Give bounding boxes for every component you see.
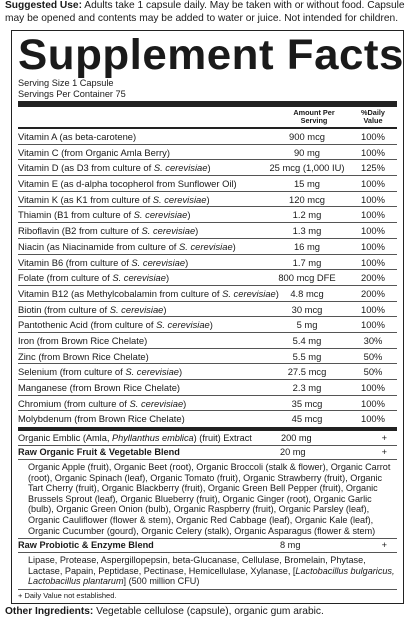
nutrient-amount: 800 mcg DFE (278, 272, 336, 284)
nutrient-dv: 200% (361, 287, 385, 299)
nutrient-amount: 90 mg (293, 146, 321, 158)
nutrient-dv: 100% (361, 413, 385, 425)
nutrient-amount: 45 mcg (291, 413, 323, 425)
nutrient-row (18, 223, 397, 239)
other-ingredients-label: Other Ingredients: (5, 606, 94, 617)
blend-dv: + (381, 540, 387, 551)
nutrient-list (18, 129, 397, 427)
nutrient-dv: 100% (361, 397, 385, 409)
nutrient-row (18, 349, 397, 365)
blend-name: Raw Probiotic & Enzyme Blend (18, 540, 154, 551)
probiotic-blend-ingredients: Lipase, Protease, Aspergillopepsin, beta-Glucanase, Cellulase, Bromelain, Phytase, Lactase, Papain, Peptidase, Pectinase, Hemicellulase, Xylanase, [Lactobacillus bulgaricus, Lactobacillus plantarum] (500 million CFU) (18, 553, 397, 590)
emblic-dv: + (381, 433, 387, 444)
amount-header: Amount Per Serving (293, 108, 335, 125)
nutrient-row (18, 239, 397, 255)
blend-dv: + (381, 447, 387, 458)
nutrient-row (18, 333, 397, 349)
nutrient-row (18, 317, 397, 333)
dv-header: %Daily Value (361, 108, 385, 125)
nutrient-row (18, 411, 397, 427)
nutrient-dv: 100% (361, 146, 385, 158)
other-ingredients (5, 606, 324, 618)
blend-amount: 8 mg (280, 540, 301, 551)
nutrient-name: Molybdenum (from Brown Rice Chelate) (18, 413, 185, 425)
nutrient-amount: 25 mcg (1,000 IU) (269, 162, 345, 174)
footnote: + Daily Value not established. (18, 591, 117, 600)
nutrient-row (18, 286, 397, 302)
probiotic-blend-header (18, 539, 397, 553)
nutrient-name: Iron (from Brown Rice Chelate) (18, 334, 148, 346)
nutrient-name: Vitamin B6 (from culture of S. cerevisiae) (18, 256, 189, 268)
nutrient-name: Selenium (from culture of S. cerevisiae) (18, 366, 183, 378)
nutrient-amount: 1.7 mg (292, 256, 322, 268)
nutrient-dv: 100% (361, 319, 385, 331)
nutrient-amount: 900 mcg (289, 131, 325, 142)
suggested-use-text: Adults take 1 capsule daily. May be taken with or without food. Capsule may be opened and contents may be added to water or juice. Not intended for children. (5, 0, 405, 24)
nutrient-amount: 4.8 mcg (290, 287, 324, 299)
nutrient-name: Vitamin C (from Organic Amla Berry) (18, 146, 170, 158)
emblic-amount: 200 mg (281, 433, 312, 444)
nutrient-name: Folate (from culture of S. cerevisiae) (18, 272, 170, 284)
nutrient-amount: 5.4 mg (292, 334, 322, 346)
nutrient-row (18, 255, 397, 271)
nutrient-name: Manganese (from Brown Rice Chelate) (18, 382, 181, 393)
nutrient-row (18, 270, 397, 286)
nutrient-amount: 5 mg (296, 319, 318, 331)
nutrient-row (18, 129, 397, 145)
nutrient-row (18, 380, 397, 396)
nutrient-name: Biotin (from culture of S. cerevisiae) (18, 303, 167, 315)
nutrient-row (18, 207, 397, 223)
nutrient-dv: 30% (363, 334, 383, 346)
nutrient-dv: 50% (363, 366, 383, 378)
nutrient-name: Niacin (as Niacinamide from culture of S. cerevisiae) (18, 240, 236, 252)
nutrient-dv: 100% (361, 382, 385, 393)
nutrient-amount: 16 mg (293, 240, 321, 252)
supplement-facts-panel (11, 30, 404, 604)
blend-name: Raw Organic Fruit & Vegetable Blend (18, 447, 180, 458)
nutrient-amount: 1.3 mg (292, 225, 322, 237)
nutrient-name: Vitamin B12 (as Methylcobalamin from culture of S. cerevisiae) (18, 287, 279, 299)
blend-amount: 20 mg (280, 447, 306, 458)
column-header (18, 107, 397, 127)
nutrient-dv: 200% (361, 272, 385, 284)
emblic-name: Organic Emblic (Amla, Phyllanthus emblica) (fruit) Extract (18, 433, 252, 444)
suggested-use-label: Suggested Use: (5, 0, 82, 11)
nutrient-amount: 30 mcg (291, 303, 323, 315)
nutrient-row (18, 176, 397, 192)
nutrient-dv: 125% (361, 162, 385, 174)
nutrient-name: Pantothenic Acid (from culture of S. cerevisiae) (18, 319, 213, 331)
nutrient-dv: 100% (361, 178, 385, 190)
fruit-veg-blend-ingredients: Organic Apple (fruit), Organic Beet (root), Organic Broccoli (stalk & flower), Organic Carrot (root), Organic Spinach (leaf), Organic Tomato (fruit), Organic Strawberry (fruit), Organic Tart Cherry (fruit), Organic Blackberry (fruit), Organic Green Bell Pepper (fruit), Organic Brussels Sprout (leaf), Organic Blueberry (fruit), Organic Ginger (root), Organic Garlic (bulb), Organic Green Onion (bulb), Organic Raspberry (fruit), Organic Parsley (leaf), Organic Cauliflower (flower & stem), Organic Red Cabbage (leaf), Organic Kale (leaf), Organic Cucumber (gourd), Organic Celery (stalk), Organic Asparagus (flower & stem) (18, 460, 397, 539)
nutrient-amount: 2.3 mg (292, 382, 322, 393)
nutrient-dv: 100% (361, 131, 385, 142)
nutrient-dv: 100% (361, 209, 385, 221)
nutrient-name: Vitamin D (as D3 from culture of S. cerevisiae) (18, 162, 211, 174)
nutrient-row (18, 364, 397, 380)
panel-title: Supplement Facts (18, 31, 404, 79)
fruit-veg-blend-header (18, 446, 397, 460)
nutrient-amount: 35 mcg (291, 397, 323, 409)
nutrient-row (18, 160, 397, 176)
nutrient-row (18, 396, 397, 412)
other-ingredients-text: Vegetable cellulose (capsule), organic gum arabic. (93, 606, 324, 617)
nutrient-dv: 100% (361, 240, 385, 252)
servings-per-container: Servings Per Container 75 (18, 88, 126, 99)
nutrient-dv: 100% (361, 256, 385, 268)
nutrient-name: Vitamin E (as d-alpha tocopherol from Sunflower Oil) (18, 178, 237, 190)
nutrient-dv: 100% (361, 303, 385, 315)
nutrient-name: Zinc (from Brown Rice Chelate) (18, 350, 149, 362)
nutrient-name: Vitamin A (as beta-carotene) (18, 131, 137, 142)
nutrient-dv: 100% (361, 225, 385, 237)
emblic-row (18, 431, 397, 446)
nutrient-name: Vitamin K (as K1 from culture of S. cerevisiae) (18, 193, 210, 205)
nutrient-amount: 5.5 mg (292, 350, 322, 362)
suggested-use (5, 0, 413, 25)
nutrient-dv: 50% (363, 350, 383, 362)
serving-size: Serving Size 1 Capsule (18, 78, 114, 88)
nutrient-amount: 15 mg (293, 178, 321, 190)
nutrient-amount: 1.2 mg (292, 209, 322, 221)
nutrient-row (18, 192, 397, 208)
nutrient-dv: 100% (361, 193, 385, 205)
nutrient-name: Thiamin (B1 from culture of S. cerevisiae) (18, 209, 191, 221)
nutrient-amount: 120 mcg (289, 193, 325, 205)
nutrient-amount: 27.5 mcg (287, 366, 327, 378)
nutrient-name: Riboflavin (B2 from culture of S. cerevisiae) (18, 225, 199, 237)
nutrient-name: Chromium (from culture of S. cerevisiae) (18, 397, 187, 409)
nutrient-row (18, 302, 397, 318)
nutrient-row (18, 145, 397, 161)
